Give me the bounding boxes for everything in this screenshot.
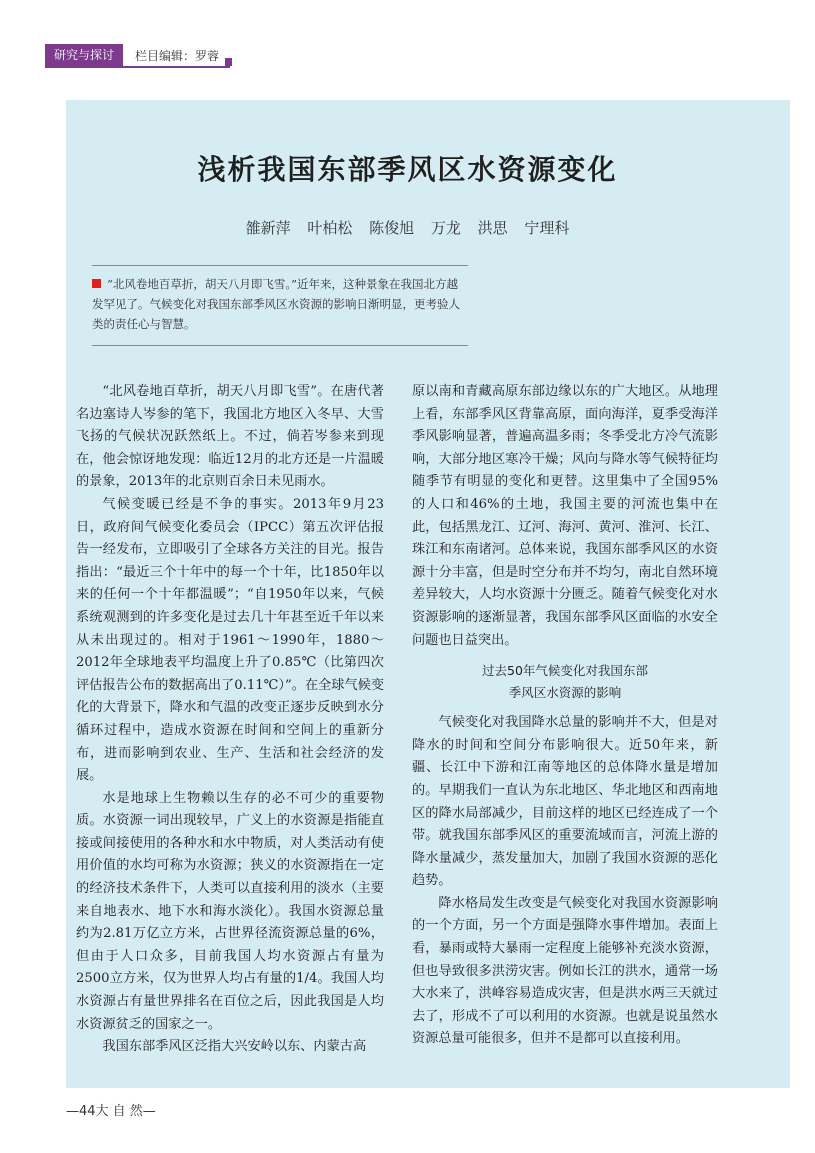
abstract-block — [92, 274, 464, 334]
section-heading — [412, 660, 718, 704]
right-paragraph-3: 降水格局发生改变是气候变化对我国水资源影响的一个方面，另一个方面是强降水事件增加。表面上看，暴雨或特大暴雨一定程度上能够补充淡水资源，但也导致很多洪涝灾害。例如长江的洪水，通常一场大水来了，洪峰容易造成灾害，但是洪水两三天就过去了，形成不了可以利用的水资源。也就是说虽然水资源总量可能很多，但并不是都可以直接利用。 — [412, 895, 718, 1047]
header-mark — [225, 58, 232, 66]
section-heading-line-2: 季风区水资源的影响 — [508, 685, 622, 701]
page-footer: —44大 自 然— — [66, 1104, 156, 1119]
header-rule — [45, 66, 230, 68]
left-paragraph-1: “北风卷地百草折，胡天八月即飞雪”。在唐代著名边塞诗人岑参的笔下，我国北方地区入冬早、大雪飞扬的气候状况跃然纸上。不过，倘若岑参来到现在，他会惊讶地发现：临近12月的北方还是一片温暖的景象，2013年的北京则百余日未见雨水。 — [76, 384, 384, 490]
article-authors: 雒新萍 叶柏松 陈俊旭 万龙 洪思 宁理科 — [245, 219, 570, 237]
column-editor: 栏目编辑：罗蓉 — [135, 49, 220, 63]
abstract-text: “北风卷地百草折，胡天八月即飞雪。”近年来，这种景象在我国北方越发罕见了。气候变化对我国东部季风区水资源的影响日渐明显，更考验人类的责任心与智慧。 — [92, 277, 460, 331]
article-title: 浅析我国东部季风区水资源变化 — [197, 153, 618, 186]
section-heading-line-1: 过去50年气候变化对我国东部 — [482, 663, 648, 679]
section-tab: 研究与探讨 — [45, 44, 123, 66]
left-paragraph-4: 我国东部季风区泛指大兴安岭以东、内蒙古高 — [102, 1039, 367, 1055]
left-paragraph-3: 水是地球上生物赖以生存的必不可少的重要物质。水资源一词出现较早，广义上的水资源是指能直接或间接使用的各种水和水中物质，对人类活动有使用价值的水均可称为水资源；狭义的水资源指在一定的经济技术条件下，人类可以直接利用的淡水（主要来自地表水、地下水和海水淡化）。我国水资源总量约为2.81万亿立方米，占世界径流资源总量的6%，但由于人口众多，目前我国人均水资源占有量为2500立方米，仅为世界人均占有量的1/4。我国人均水资源占有量世界排名在百位之后，因此我国是人均水资源贫乏的国家之一。 — [76, 790, 384, 1032]
abstract-bottom-rule — [92, 345, 468, 346]
right-column — [412, 381, 718, 1051]
left-paragraph-2: 气候变暖已经是不争的事实。2013年9月23日，政府间气候变化委员会（IPCC）第五次评估报告一经发布，立即吸引了全球各方关注的目光。报告指出：“最近三个十年中的每一个十年，比1850年以来的任何一个十年都温暖”；“自1950年以来，气候系统观测到的许多变化是过去几十年甚至近千年以来从未出现过的。相对于1961～1990年，1880～2012年全球地表平均温度上升了0.85℃（比第四次评估报告公布的数据高出了0.11℃）”。在全球气候变化的大背景下，降水和气温的改变正逐步反映到水分循环过程中，造成水资源在时间和空间上的重新分布，进而影响到农业、生产、生活和社会经济的发展。 — [76, 496, 385, 784]
abstract-top-rule — [92, 265, 468, 266]
right-paragraph-1: 原以南和青藏高原东部边缘以东的广大地区。从地理上看，东部季风区背靠高原，面向海洋，夏季受海洋季风影响显著，普遍高温多雨；冬季受北方冷气流影响，大部分地区寒冷干燥；风向与降水等气候特征均随季节有明显的变化和更替。这里集中了全国95%的人口和46%的土地，我国主要的河流也集中在此，包括黑龙江、辽河、海河、黄河、淮河、长江、珠江和东南诸河。总体来说，我国东部季风区的水资源十分丰富，但是时空分布并不均匀，南北自然环境差异较大，人均水资源十分匮乏。随着气候变化对水资源影响的逐渐显著，我国东部季风区面临的水安全问题也日益突出。 — [412, 384, 718, 648]
left-column — [76, 381, 384, 1059]
abstract-bullet-icon — [92, 279, 101, 288]
right-paragraph-2: 气候变化对我国降水总量的影响并不大，但是对降水的时间和空间分布影响很大。近50年来，新疆、长江中下游和江南等地区的总体降水量是增加的。早期我们一直认为东北地区、华北地区和西南地区的降水局部减少，目前这样的地区已经连成了一个带。就我国东部季风区的重要流域而言，河流上游的降水量减少，蒸发量加大，加剧了我国水资源的恶化趋势。 — [412, 715, 718, 889]
